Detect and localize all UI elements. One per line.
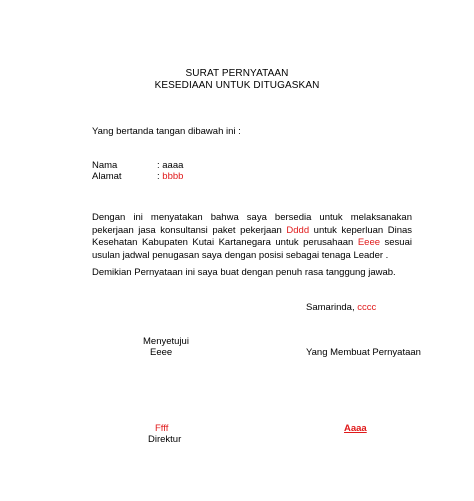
place-text: Samarinda, [306, 302, 358, 313]
director-name: Ffff [155, 423, 169, 434]
field-label-nama: Nama [92, 160, 118, 171]
field-value-alamat-text: bbbb [162, 171, 184, 182]
director-title: Direktur [148, 434, 182, 445]
approval-company: Eeee [150, 347, 173, 358]
paragraph-text-a: Dengan ini menyatakan bahwa saya bersedia untuk melaksanakan pekerjaan jasa konsultansi paket pekerjaan [92, 212, 412, 236]
declarant-name: Aaaa [344, 423, 367, 434]
title-line-2: KESEDIAAN UNTUK DITUGASKAN [154, 80, 320, 91]
declarant-label: Yang Membuat Pernyataan [306, 347, 421, 358]
field-label-alamat: Alamat [92, 171, 122, 182]
paragraph-text-b: untuk keperluan Dinas Kesehatan Kabupaten Kutai Kartanegara untuk perusahaan [92, 224, 413, 248]
place-date [306, 302, 376, 314]
date-text: cccc [357, 302, 377, 313]
closing-paragraph: Demikian Pernyataan ini saya buat dengan penuh rasa tanggung jawab. [92, 267, 396, 278]
approval-label: Menyetujui [143, 336, 189, 347]
paragraph-text-c: sesuai usulan jadwal penugasan saya dengan posisi sebagai tenaga Leader . [92, 237, 412, 261]
company-name: Eeee [357, 237, 381, 248]
field-value-nama: : aaaa [157, 160, 184, 171]
statement-paragraph [92, 212, 412, 262]
field-value-alamat [157, 171, 183, 183]
intro-text: Yang bertanda tangan dibawah ini : [92, 126, 241, 137]
title-line-1: SURAT PERNYATAAN [185, 68, 289, 79]
package-name: Dddd [286, 224, 310, 236]
field-value-alamat-colon: : [157, 171, 163, 182]
